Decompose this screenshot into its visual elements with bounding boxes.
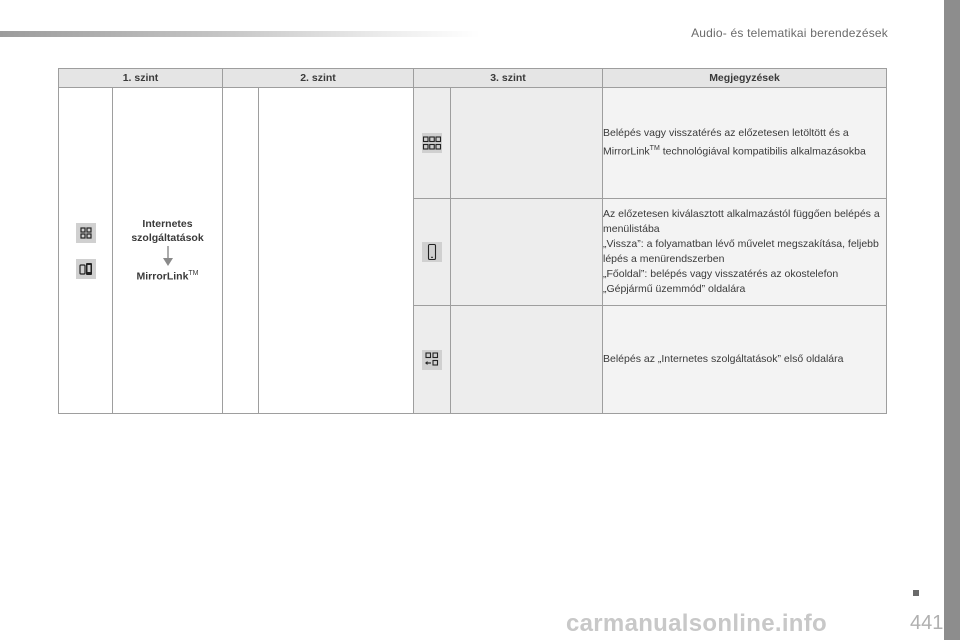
note-text-continued: technológiával kompatibilis alkalmazásokba (659, 145, 866, 158)
page-bullet (913, 590, 919, 596)
column-header-level-3: 3. szint (414, 69, 603, 88)
note-line: Az előzetesen kiválasztott alkalmazástól függően belépés a menülistába (603, 208, 880, 235)
note-cell (603, 199, 887, 306)
note-trademark: TM (649, 145, 660, 153)
back-to-home-icon (422, 350, 442, 370)
level2-text-cell (259, 88, 414, 414)
column-header-level-2: 2. szint (223, 69, 414, 88)
note-line: „Vissza”: a folyamatban lévő művelet megszakítása, feljebb lépés a menürendszerben (603, 238, 879, 265)
level3-text-cell (451, 199, 603, 306)
level1-title-line2: szolgáltatások (131, 232, 204, 245)
level3-text-cell (451, 88, 603, 199)
mirrorlink-icon (76, 259, 96, 279)
level1-product-name: MirrorLink (136, 270, 189, 283)
level1-title-line1: Internetes (142, 218, 193, 231)
page-number: 441 (910, 612, 944, 634)
down-arrow-icon (162, 245, 174, 267)
apps-grid-icon (422, 133, 442, 153)
level3-icon-cell (414, 88, 451, 199)
side-tab-bar (944, 0, 960, 640)
level3-icon-cell (414, 306, 451, 414)
menu-reference-table (58, 68, 887, 414)
note-cell (603, 306, 887, 414)
note-line: „Főoldal”: belépés vagy visszatérés az okostelefon „Gépjármű üzemmód” oldalára (603, 268, 839, 295)
smartphone-icon (422, 242, 442, 262)
column-header-notes: Megjegyzések (603, 69, 887, 88)
level3-icon-cell (414, 199, 451, 306)
level1-text-cell (113, 88, 223, 414)
table-header-row (59, 69, 887, 88)
level1-icon-cell (59, 88, 113, 414)
level2-icon-cell (223, 88, 259, 414)
watermark-text: carmanualsonline.info (566, 610, 828, 637)
table-row (59, 88, 887, 199)
level1-trademark: TM (188, 270, 199, 278)
note-cell (603, 88, 887, 199)
note-text: Belépés vagy visszatérés az előzetesen letöltött és a MirrorLink (603, 127, 849, 158)
level3-text-cell (451, 306, 603, 414)
note-text: Belépés az „Internetes szolgáltatások” első oldalára (603, 353, 844, 365)
page-header-title: Audio- és telematikai berendezések (691, 26, 888, 40)
column-header-level-1: 1. szint (59, 69, 223, 88)
header-rule (0, 31, 480, 37)
connected-services-icon (76, 223, 96, 243)
